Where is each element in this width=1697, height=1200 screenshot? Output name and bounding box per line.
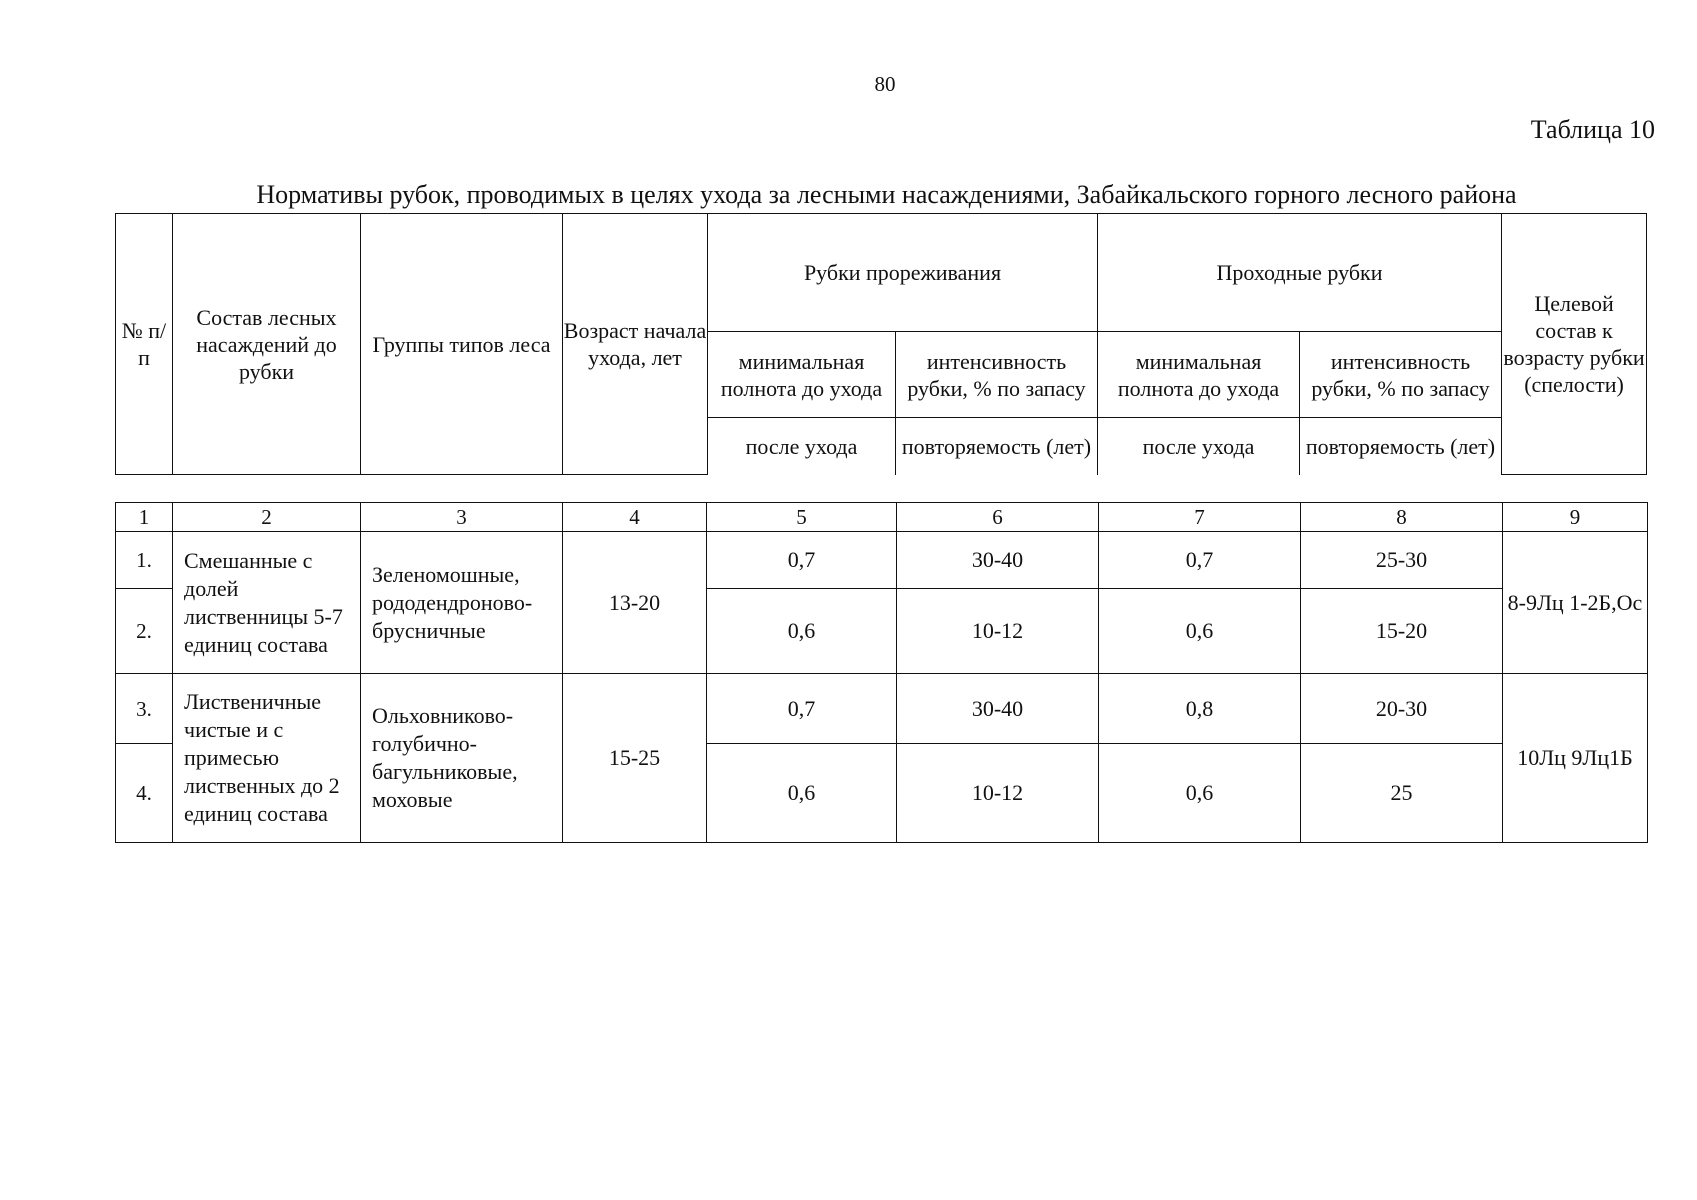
value-cell: 0,7 — [707, 674, 897, 744]
header-intensity: интенсивность рубки, % по запасу — [1300, 332, 1502, 418]
composition-cell: Смешанные с долей лиственницы 5-7 единиц состава — [173, 532, 361, 674]
row-number: 2. — [116, 589, 173, 674]
column-number: 2 — [173, 503, 361, 532]
header-start-age: Возраст начала ухода, лет — [563, 214, 708, 475]
composition-cell: Лиственичные чистые и с примесью лиственных до 2 единиц состава — [173, 674, 361, 843]
header-after-care: после ухода — [1098, 418, 1300, 475]
column-number: 5 — [707, 503, 897, 532]
table-body — [115, 502, 1648, 843]
table-row — [116, 674, 1648, 744]
value-cell: 30-40 — [897, 532, 1099, 589]
age-cell: 13-20 — [563, 532, 707, 674]
target-cell: 8-9Лц 1-2Б,Ос — [1503, 532, 1648, 674]
header-composition: Состав лесных насаждений до рубки — [173, 214, 361, 475]
header-repeat: повторяемость (лет) — [896, 418, 1098, 475]
value-cell: 0,6 — [707, 589, 897, 674]
value-cell: 0,6 — [1099, 744, 1301, 843]
header-num: № п/п — [116, 214, 173, 475]
value-cell: 0,8 — [1099, 674, 1301, 744]
header-passage: Проходные рубки — [1098, 214, 1502, 332]
header-thinning: Рубки прореживания — [708, 214, 1098, 332]
value-cell: 25-30 — [1301, 532, 1503, 589]
header-intensity: интенсивность рубки, % по запасу — [896, 332, 1098, 418]
page-number: 80 — [874, 72, 896, 96]
header-min-density: минимальная полнота до ухода — [1098, 332, 1300, 418]
header-after-care: после ухода — [708, 418, 896, 475]
row-number: 3. — [116, 674, 173, 744]
table-row — [116, 532, 1648, 589]
header-min-density: минимальная полнота до ухода — [708, 332, 896, 418]
value-cell: 30-40 — [897, 674, 1099, 744]
column-number: 7 — [1099, 503, 1301, 532]
value-cell: 20-30 — [1301, 674, 1503, 744]
column-number: 3 — [361, 503, 563, 532]
row-number: 4. — [116, 744, 173, 843]
table-label: Таблица 10 — [1530, 115, 1655, 144]
column-number: 9 — [1503, 503, 1648, 532]
value-cell: 0,6 — [707, 744, 897, 843]
header-forest-groups: Группы типов леса — [361, 214, 563, 475]
column-number: 8 — [1301, 503, 1503, 532]
column-number: 1 — [116, 503, 173, 532]
table-header — [115, 213, 1647, 475]
forest-types-cell: Зеленомошные, рододендроново-брусничные — [361, 532, 563, 674]
age-cell: 15-25 — [563, 674, 707, 843]
column-number: 4 — [563, 503, 707, 532]
value-cell: 0,6 — [1099, 589, 1301, 674]
value-cell: 10-12 — [897, 744, 1099, 843]
header-target: Целевой состав к возрасту рубки (спелости) — [1502, 214, 1647, 475]
table-title: Нормативы рубок, проводимых в целях ухода за лесными насаждениями, Забайкальского горного лесного района — [256, 180, 1517, 209]
column-numbers-row — [116, 503, 1648, 532]
value-cell: 0,7 — [707, 532, 897, 589]
value-cell: 0,7 — [1099, 532, 1301, 589]
header-repeat: повторяемость (лет) — [1300, 418, 1502, 475]
value-cell: 25 — [1301, 744, 1503, 843]
forest-types-cell: Ольховниково-голубично-багульниковые, моховые — [361, 674, 563, 843]
target-cell: 10Лц 9Лц1Б — [1503, 674, 1648, 843]
row-number: 1. — [116, 532, 173, 589]
value-cell: 15-20 — [1301, 589, 1503, 674]
value-cell: 10-12 — [897, 589, 1099, 674]
column-number: 6 — [897, 503, 1099, 532]
